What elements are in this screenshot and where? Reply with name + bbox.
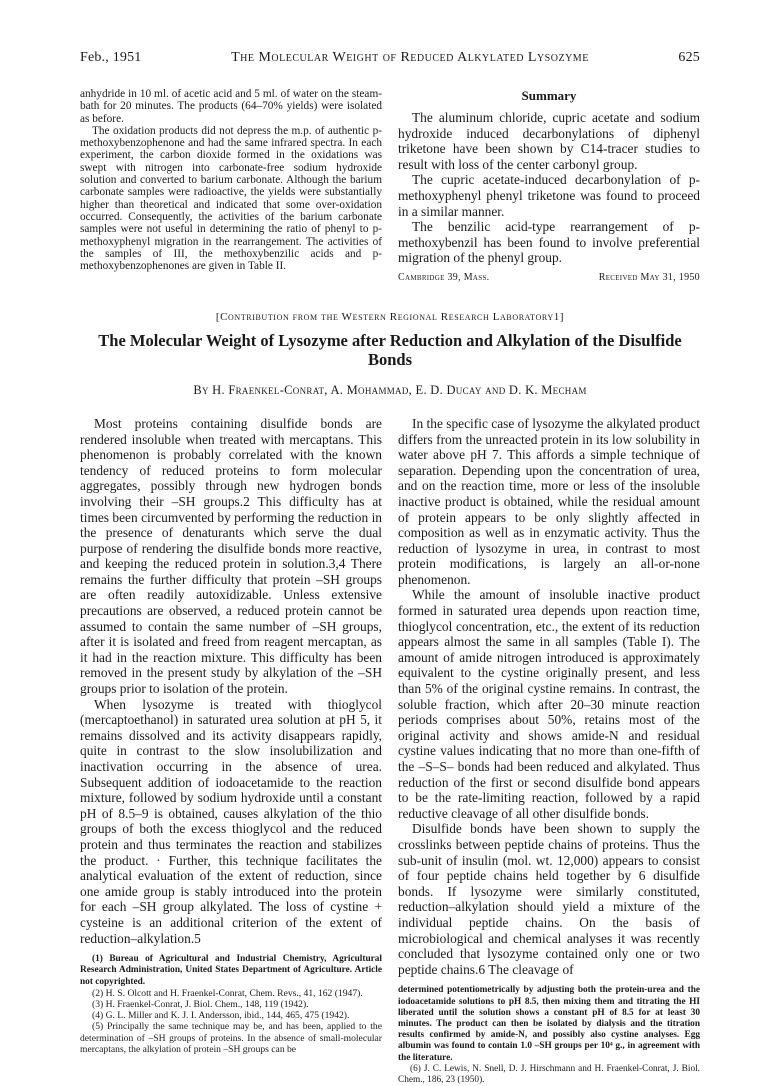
article-title: The Molecular Weight of Lysozyme after Reduction and Alkylation of the Disulfide Bonds (98, 330, 682, 369)
left-column (80, 416, 382, 1086)
footnote: (6) J. C. Lewis, N. Snell, D. J. Hirschmann and H. Fraenkel-Conrat, J. Biol. Chem., 186, 23 (1950). (398, 1063, 700, 1085)
footnote: (3) H. Fraenkel-Conrat, J. Biol. Chem., 148, 119 (1942). (92, 998, 309, 1010)
running-head (80, 50, 700, 66)
article-dateline (398, 272, 700, 283)
paragraph: While the amount of insoluble inactive product formed in saturated urea depends upon reaction time, thioglycol concentration, etc., the extent of its reduction appears almost the same in all samples (Table I). The amount of amide nitrogen introduced is approximately equivalent to the cystine originally present, and less than 5% of the original cystine remains. In contrast, the soluble fraction, which after 20–30 minute reaction periods comprises about 50%, retains most of the original activity and shows amide-N and residual cystine values indicating that no more than one-fifth of the –S–S– bonds had been reduced and alkylated. Thus reduction of the first or second disulfide bond appears to be the rate-limiting reaction, followed by a rapid reductive cleavage of all other disulfide bonds. (398, 587, 700, 821)
running-head-date: Feb., 1951 (80, 50, 142, 65)
footnotes-left (80, 954, 382, 1055)
previous-article-experimental (80, 88, 382, 283)
journal-page (80, 50, 700, 1086)
footnote: (2) H. S. Olcott and H. Fraenkel-Conrat, Chem. Revs., 41, 162 (1947). (92, 987, 363, 999)
contribution-line: [Contribution from the Western Regional Research Laboratory1] (215, 310, 565, 323)
summary-paragraph: The cupric acetate-induced decarbonylation of p-methoxyphenyl phenyl triketone was found to proceed in a similar manner. (398, 172, 700, 219)
right-column (398, 416, 700, 1086)
paragraph: Disulfide bonds have been shown to supply the crosslinks between peptide chains of proteins. Thus the sub-unit of insulin (mol. wt. 12,000) appears to consist of four peptide chains held together by 6 disulfide bonds. If lysozyme were similarly constituted, reduction–alkylation should yield a mixture of the individual peptide chains. On the basis of microbiological and chemical analyses it was recently concluded that lysozyme contained only one or two peptide chains.6 The cleavage of (398, 821, 700, 977)
page-number: 625 (678, 50, 700, 65)
summary-paragraph: The aluminum chloride, cupric acetate and sodium hydroxide induced decarbonylations of diphenyl triketone have been shown by C14-tracer studies to result with loss of the center carbonyl group. (398, 110, 700, 172)
paragraph: In the specific case of lysozyme the alkylated product differs from the unreacted protein in its low solubility in water above pH 7. This affords a simple technique of separation. Depending upon the concentration of urea, and on the reaction time, more or less of the insoluble inactive product is obtained, while the residual amount of protein appears to be only slightly affected in composition as well as in enzymatic activity. Thus the reduction of lysozyme in urea, in contrast to most protein modifications, is largely an all-or-none phenomenon. (398, 415, 700, 587)
paragraph: When lysozyme is treated with thioglycol (mercaptoethanol) in saturated urea solution at pH 5, it remains dissolved and its activity disappears rapidly, quite in contrast to the slow insolubilization and inactivation occurring in the absence of urea. Subsequent addition of iodoacetamide to the reaction mixture, followed by sodium hydroxide until a constant pH of 8.5–9 is obtained, causes alkylation of the thio groups of both the excess thioglycol and the reduced protein and thus terminates the reaction and stabilizes the product. · Further, this technique facilitates the analytical evaluation of the extent of reduction, since one amide group is stably introduced into the protein for each –SH group alkylated. The loss of cystine + cysteine is an additional criterion of the extent of reduction–alkylation.5 (80, 696, 382, 946)
footnote: (5) Principally the same technique may be, and has been, applied to the determination of –SH groups of proteins. In the absence of small-molecular mercaptans, the alkylation of protein –SH groups can be (80, 1021, 382, 1055)
footnote-continuation: determined potentiometrically by adjusting both the protein-urea and the iodoacetamide solutions to pH 8.5, then mixing them and titrating the HI liberated until the solution shows a constant pH of 8.5 for at least 30 minutes. The product can then be isolated by dialysis and the titration results confirmed by amide-N, and possibly also cystine analyses. Egg albumin was found to contain 1.0 –SH groups per 10⁴ g., in agreement with the literature. (398, 985, 700, 1063)
paragraph: anhydride in 10 ml. of acetic acid and 5 ml. of water on the steam-bath for 20 minutes. The products (64–70% yields) were isolated as before. (80, 88, 382, 125)
summary-section (398, 88, 700, 283)
summary-heading: Summary (521, 88, 577, 103)
running-head-title: The Molecular Weight of Reduced Alkylated Lysozyme (231, 50, 589, 65)
location: Cambridge 39, Mass. (398, 271, 490, 283)
summary-paragraph: The benzilic acid-type rearrangement of p-methoxybenzil has been found to involve preferential migration of the phenyl group. (398, 219, 700, 266)
paragraph: The oxidation products did not depress the m.p. of authentic p-methoxybenzophenone and had the same infrared spectra. In each experiment, the carbon dioxide formed in the oxidations was swept with nitrogen into carbonate-free sodium hydroxide solution and converted to barium carbonate. Although the barium carbonate samples were radioactive, the yields were substantially higher than theoretical and indicated that some over-oxidation occurred. Consequently, the activities of the barium carbonate samples were not useful in determining the ratio of phenyl to p-methoxyphenyl migration in the rearrangement. The activities of the samples of III, the methoxybenzilic acids and p-methoxybenzophenones are given in Table II. (80, 124, 382, 273)
previous-article-end (80, 88, 700, 283)
author-line: By H. Fraenkel-Conrat, A. Mohammad, E. D. Ducay and D. K. Mecham (193, 382, 587, 397)
footnote: (1) Bureau of Agricultural and Industrial Chemistry, Agricultural Research Administration, United States Department of Agriculture. Article not copyrighted. (80, 954, 382, 987)
received-date: Received May 31, 1950 (598, 271, 700, 283)
paragraph: Most proteins containing disulfide bonds are rendered insoluble when treated with mercaptans. This phenomenon is probably correlated with the known tendency of reduced proteins to form molecular aggregates, possibly through new hydrogen bonds involving their –SH groups.2 This difficulty has at times been circumvented by performing the reduction in the presence of denaturants which serve the dual purpose of rendering the disulfide bonds more reactive, and keeping the reduced protein in solution.3,4 There remains the further difficulty that protein –SH groups are often readily autoxidizable. Unless extensive precautions are observed, a reduced protein cannot be assumed to contain the same number of –SH groups, after it is isolated and freed from reagent mercaptan, as it had in the reaction mixture. This difficulty has been removed in the present study by alkylation of the –SH groups prior to isolation of the protein. (80, 415, 382, 697)
footnote: (4) G. L. Miller and K. J. I. Andersson, ibid., 144, 465, 475 (1942). (92, 1010, 350, 1022)
article-body (80, 416, 700, 1086)
footnotes-right (398, 985, 700, 1086)
